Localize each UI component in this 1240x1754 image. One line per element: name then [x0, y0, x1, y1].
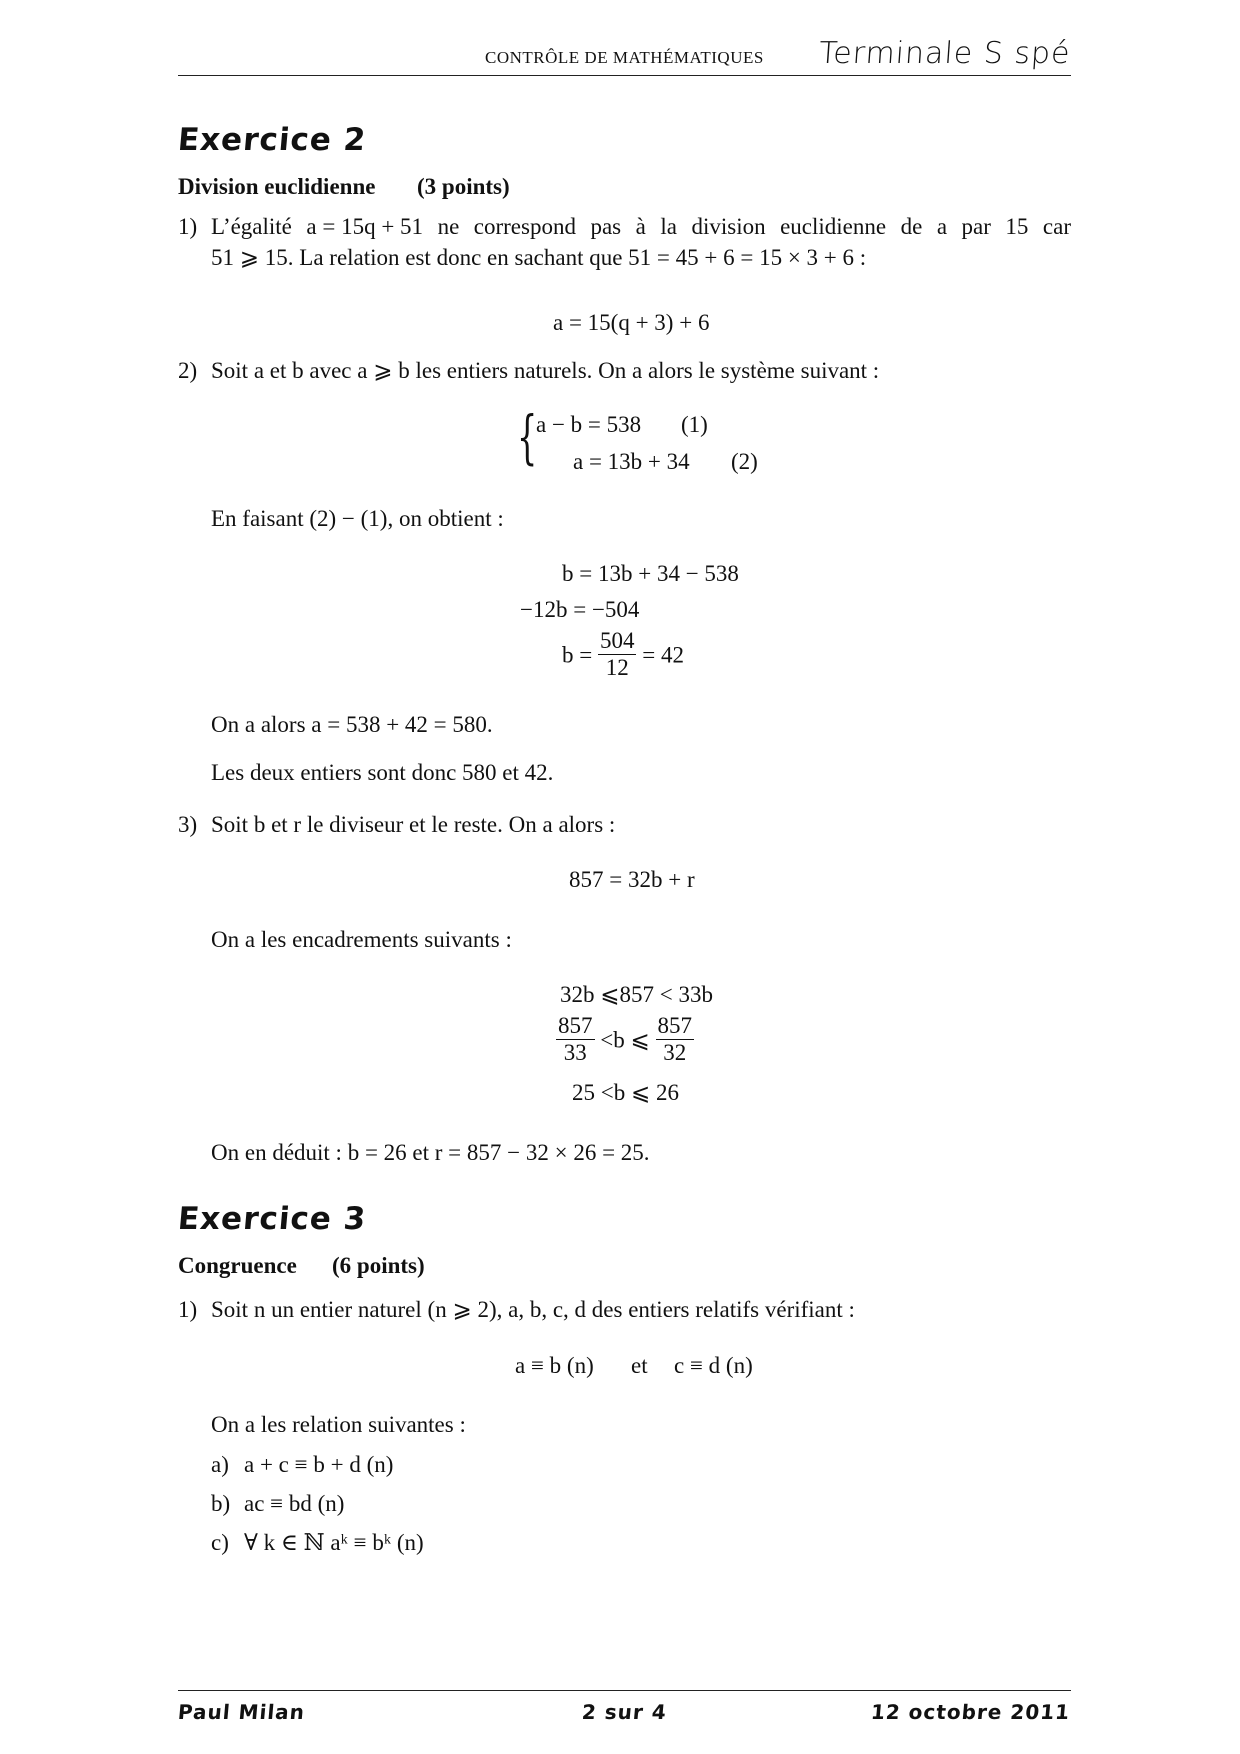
- exercise-2-subtitle: Division euclidienne: [178, 174, 376, 199]
- ex3-q1-number: 1): [178, 1297, 198, 1322]
- system-eq2: a = 13b + 34: [573, 449, 690, 474]
- ex3-q1-text: Soit n un entier naturel (n ⩾ 2), a, b, c, d des entiers relatifs vérifiant :: [211, 1297, 855, 1322]
- footer-page-number: 2 sur 4: [580, 1700, 668, 1724]
- system-eq1: a − b = 538: [536, 412, 642, 437]
- q2-text: Soit a et b avec a ⩾ b les entiers naturels. On a alors le système suivant :: [211, 358, 880, 383]
- q2-eq3: b = $\frac{504}{12}$ = 42: [562, 628, 684, 681]
- q1-line1: L’égalité a = 15q + 51 ne correspond pas à la division euclidienne de a par 15 car: [211, 214, 1071, 239]
- header-rule: [178, 75, 1071, 76]
- q2-fraction: $\frac{504}{12}$: [599, 628, 635, 681]
- relation-c-label: c): [211, 1530, 229, 1555]
- congruence-right: c ≡ d (n): [674, 1353, 753, 1378]
- q2-eq2: −12b = −504: [520, 597, 640, 622]
- q3-equation: 857 = 32b + r: [569, 867, 695, 892]
- exercise-3-subtitle: Congruence: [178, 1253, 297, 1278]
- exercise-2-points: (3 points): [417, 174, 510, 199]
- exercise-3-title: Exercice 3: [176, 1201, 368, 1237]
- q3-ineq1: 32b ⩽857 < 33b: [560, 982, 713, 1007]
- relation-b-label: b): [211, 1491, 231, 1516]
- relation-b-text: ac ≡ bd (n): [244, 1491, 345, 1516]
- q3-enc-text: On a les encadrements suivants :: [211, 927, 512, 952]
- system-brace: {: [517, 403, 538, 471]
- footer-author: Paul Milan: [176, 1700, 307, 1724]
- q2-step-text: En faisant (2) − (1), on obtient :: [211, 506, 504, 531]
- congruence-left: a ≡ b (n): [515, 1353, 594, 1378]
- system-eq1-tag: (1): [681, 412, 708, 437]
- q3-text: Soit b et r le diviseur et le reste. On a alors :: [211, 812, 616, 837]
- relation-c-text: ∀ k ∈ ℕ aᵏ ≡ bᵏ (n): [244, 1530, 424, 1555]
- exercise-2-title: Exercice 2: [176, 122, 368, 158]
- q3-ineq2: $\frac{857}{33}$ <b ⩽ $\frac{857}{32}$: [558, 1013, 692, 1066]
- relation-a-label: a): [211, 1452, 229, 1477]
- q3-ineq3: 25 <b ⩽ 26: [572, 1080, 679, 1105]
- exercise-3-points: (6 points): [332, 1253, 425, 1278]
- q3-fraction-right: $\frac{857}{32}$: [657, 1013, 692, 1066]
- congruence-and: et: [631, 1353, 648, 1378]
- q2-conclusion-2: Les deux entiers sont donc 580 et 42.: [211, 760, 554, 785]
- q3-fraction-left: $\frac{857}{33}$: [558, 1013, 593, 1066]
- footer-date: 12 octobre 2011: [869, 1700, 1072, 1724]
- q3-number: 3): [178, 812, 198, 837]
- relation-a-text: a + c ≡ b + d (n): [244, 1452, 394, 1477]
- q1-line2: 51 ⩾ 15. La relation est donc en sachant que 51 = 45 + 6 = 15 × 3 + 6 :: [211, 245, 867, 270]
- q3-conclusion: On en déduit : b = 26 et r = 857 − 32 × 26 = 25.: [211, 1140, 650, 1165]
- header-title: CONTRÔLE DE MATHÉMATIQUES: [485, 48, 764, 67]
- q2-number: 2): [178, 358, 198, 383]
- q1-number: 1): [178, 214, 198, 239]
- ex3-rel-text: On a les relation suivantes :: [211, 1412, 466, 1437]
- system-eq2-tag: (2): [731, 449, 758, 474]
- q2-conclusion-1: On a alors a = 538 + 42 = 580.: [211, 712, 493, 737]
- header-class: Terminale S spé: [817, 36, 1072, 71]
- q1-equation: a = 15(q + 3) + 6: [553, 310, 710, 335]
- footer-rule: [178, 1690, 1071, 1691]
- q2-eq1: b = 13b + 34 − 538: [562, 561, 739, 586]
